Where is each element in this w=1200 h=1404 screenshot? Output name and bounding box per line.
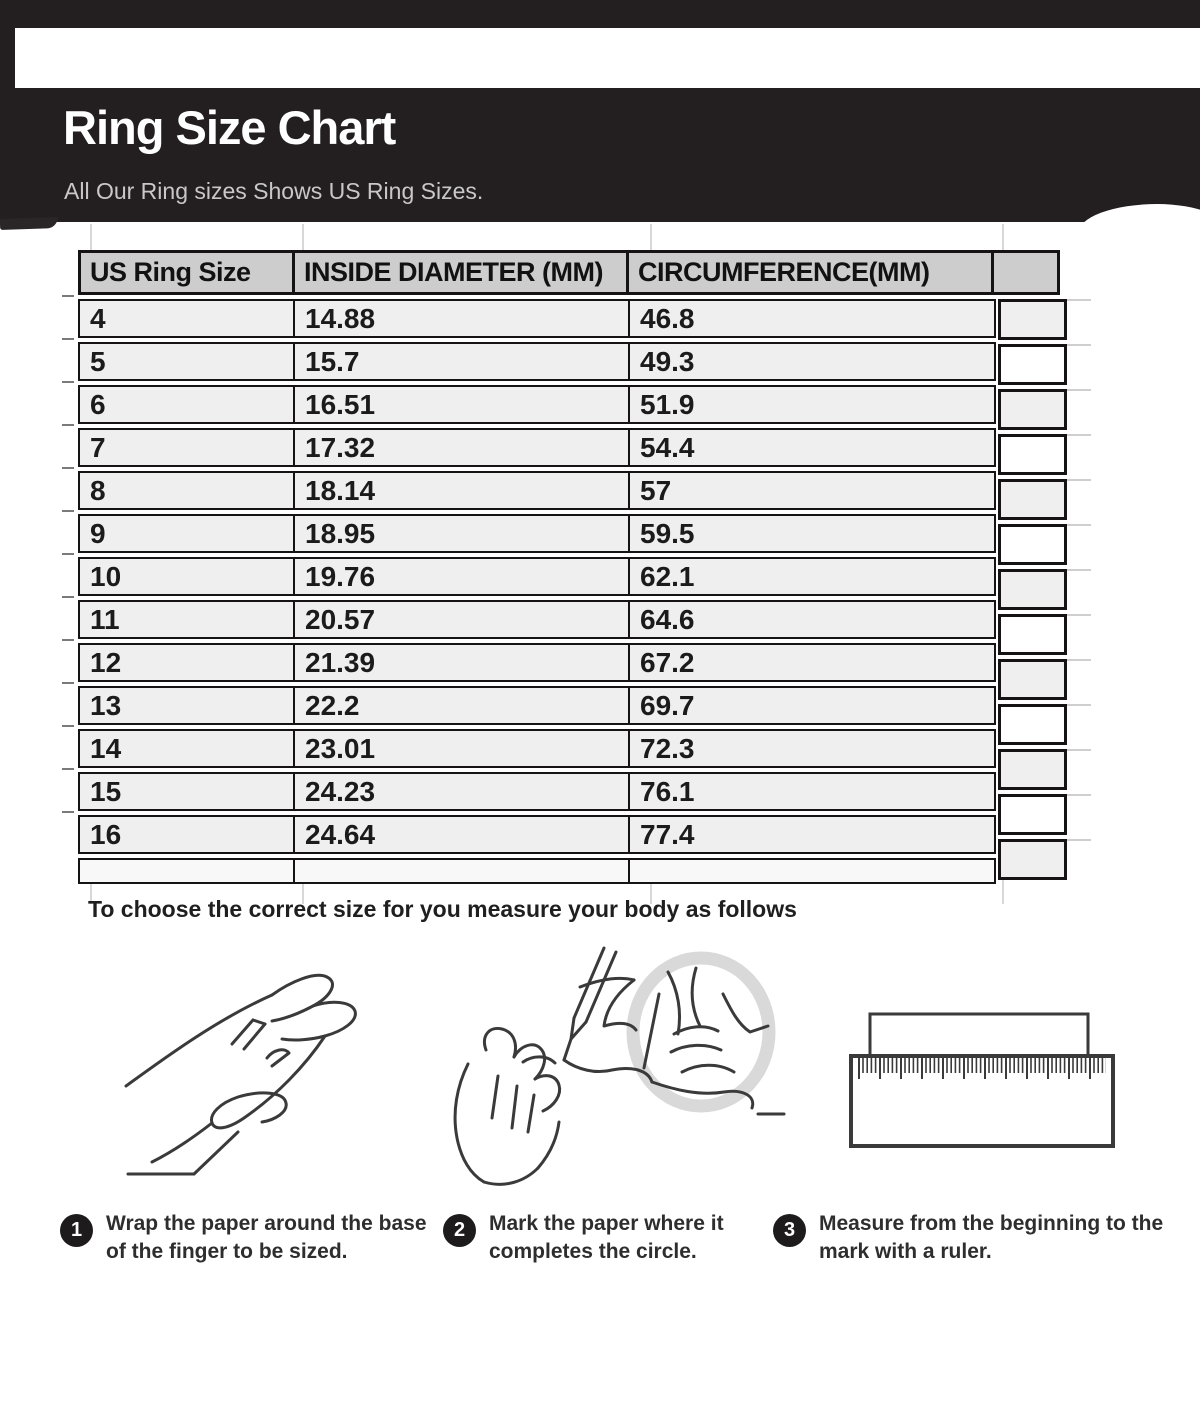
table-row [78, 600, 1088, 639]
cell-inside-diameter: 21.39 [293, 643, 630, 682]
instruction-step [773, 1210, 1173, 1266]
cell-circumference: 54.4 [628, 428, 996, 467]
side-column-cell [998, 839, 1067, 880]
cell-us-ring-size: 12 [78, 643, 295, 682]
side-column-cell [998, 569, 1067, 610]
instructions-heading: To choose the correct size for you measure your body as follows [88, 896, 797, 922]
table-row [78, 643, 1088, 682]
cell-inside-diameter: 20.57 [293, 600, 630, 639]
cell-circumference: 46.8 [628, 299, 996, 338]
cell-us-ring-size: 14 [78, 729, 295, 768]
step-number-badge: 1 [60, 1214, 93, 1247]
instruction-step [60, 1210, 452, 1266]
page-title: Ring Size Chart [63, 101, 396, 154]
cell-circumference: 76.1 [628, 772, 996, 811]
banner-white-band [15, 28, 1200, 88]
cell-inside-diameter: 14.88 [293, 299, 630, 338]
cell-us-ring-size: 6 [78, 385, 295, 424]
gridline-stub [650, 224, 652, 250]
cell-circumference: 69.7 [628, 686, 996, 725]
cell-us-ring-size: 5 [78, 342, 295, 381]
cell-circumference: 62.1 [628, 557, 996, 596]
table-row [78, 471, 1088, 510]
cell-inside-diameter: 22.2 [293, 686, 630, 725]
cell-us-ring-size: 15 [78, 772, 295, 811]
column-header-blank [991, 250, 1060, 295]
step-number-badge: 2 [443, 1214, 476, 1247]
table-row [78, 514, 1088, 553]
column-header-inside-diameter: INSIDE DIAMETER (MM) [292, 250, 629, 295]
cell-us-ring-size: 8 [78, 471, 295, 510]
gridline-stub [90, 224, 92, 250]
column-header-us-ring-size: US Ring Size [78, 250, 295, 295]
cell-inside-diameter: 15.7 [293, 342, 630, 381]
side-column-cell [998, 704, 1067, 745]
table-row [78, 686, 1088, 725]
mark-paper-illustration [428, 942, 798, 1204]
cell-inside-diameter: 17.32 [293, 428, 630, 467]
cell-us-ring-size: 9 [78, 514, 295, 553]
table-row [78, 772, 1088, 811]
table-row [78, 729, 1088, 768]
cell-circumference: 57 [628, 471, 996, 510]
gridline-stub [1002, 224, 1004, 250]
cell-inside-diameter: 16.51 [293, 385, 630, 424]
cell-us-ring-size: 10 [78, 557, 295, 596]
side-column-cell [998, 524, 1067, 565]
side-column-artifact [998, 299, 1067, 884]
side-column-cell [998, 794, 1067, 835]
page-subtitle: All Our Ring sizes Shows US Ring Sizes. [64, 178, 484, 204]
cell-circumference: 72.3 [628, 729, 996, 768]
cell-inside-diameter: 18.95 [293, 514, 630, 553]
cell-inside-diameter: 23.01 [293, 729, 630, 768]
table-row [78, 299, 1088, 338]
table-header-row [78, 250, 1088, 295]
table-row [78, 342, 1088, 381]
table-body [78, 299, 1088, 854]
side-column-cell [998, 749, 1067, 790]
header-banner [0, 0, 1200, 222]
cell-us-ring-size: 7 [78, 428, 295, 467]
cell-circumference: 67.2 [628, 643, 996, 682]
side-column-cell [998, 614, 1067, 655]
table-empty-row [78, 858, 1088, 884]
side-column-cell [998, 344, 1067, 385]
step-number-badge: 3 [773, 1214, 806, 1247]
cell-inside-diameter: 18.14 [293, 471, 630, 510]
step-text: Wrap the paper around the base of the finger to be sized. [106, 1212, 427, 1263]
cell-circumference: 64.6 [628, 600, 996, 639]
side-column-cell [998, 389, 1067, 430]
side-column-cell [998, 299, 1067, 340]
step-text: Measure from the beginning to the mark with a ruler. [819, 1212, 1164, 1263]
table-row [78, 385, 1088, 424]
banner-corner-tail [0, 217, 58, 230]
side-column-cell [998, 479, 1067, 520]
instruction-step [443, 1210, 791, 1266]
cell-us-ring-size: 11 [78, 600, 295, 639]
cell-circumference: 77.4 [628, 815, 996, 854]
cell-circumference: 49.3 [628, 342, 996, 381]
ring-size-table [78, 250, 1088, 884]
step-text: Mark the paper where it completes the circle. [489, 1212, 724, 1263]
instruction-steps [0, 1210, 1200, 1300]
cell-inside-diameter: 24.64 [293, 815, 630, 854]
cell-us-ring-size: 16 [78, 815, 295, 854]
side-column-cell [998, 434, 1067, 475]
hand-paper-wrap-illustration [112, 958, 404, 1200]
ruler-illustration [845, 1006, 1127, 1152]
side-column-cell [998, 659, 1067, 700]
cell-inside-diameter: 24.23 [293, 772, 630, 811]
cell-inside-diameter: 19.76 [293, 557, 630, 596]
cell-circumference: 59.5 [628, 514, 996, 553]
column-header-circumference: CIRCUMFERENCE(MM) [626, 250, 994, 295]
cell-us-ring-size: 13 [78, 686, 295, 725]
gridline-stub [302, 224, 304, 250]
cell-us-ring-size: 4 [78, 299, 295, 338]
table-row [78, 557, 1088, 596]
cell-circumference: 51.9 [628, 385, 996, 424]
table-row [78, 815, 1088, 854]
table-row [78, 428, 1088, 467]
